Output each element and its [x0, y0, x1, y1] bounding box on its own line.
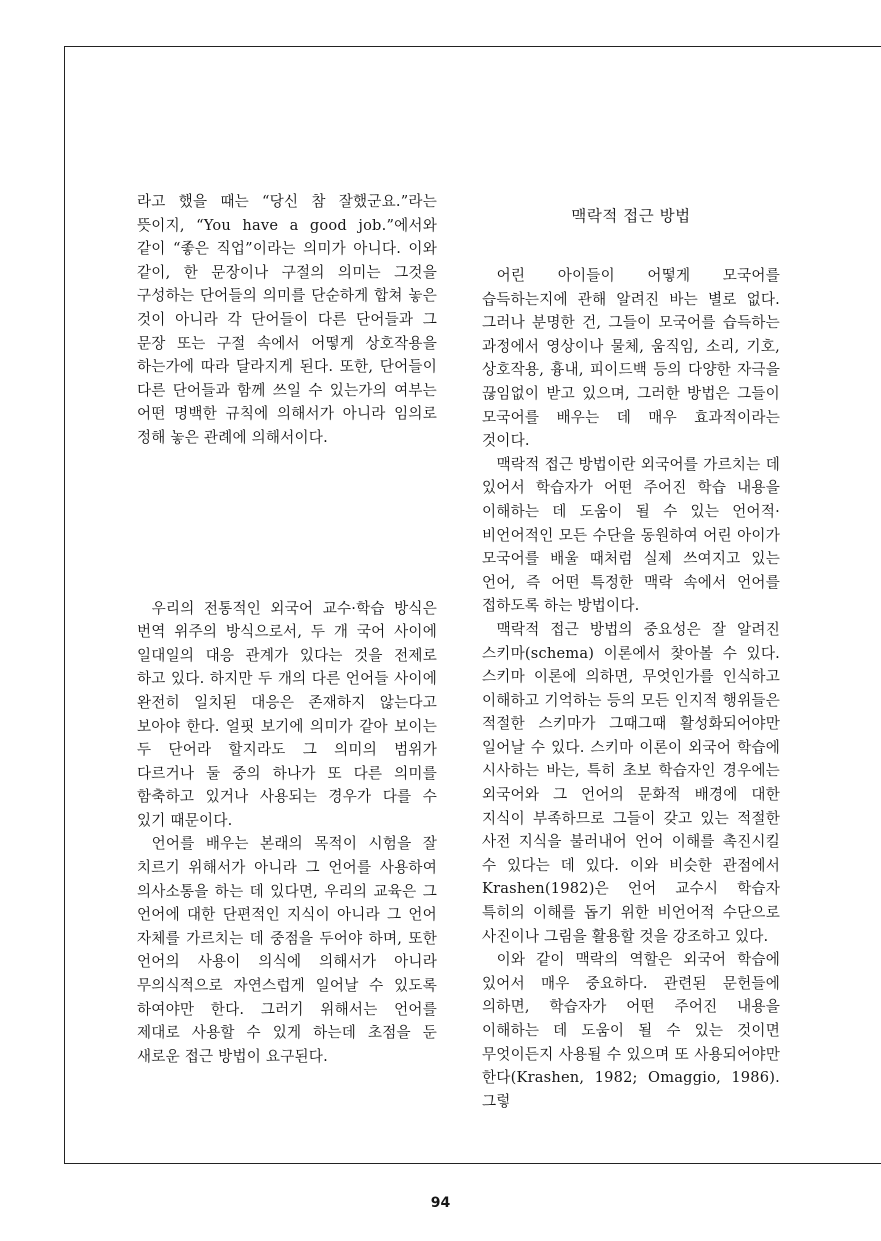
- right-paragraph-3: 맥락적 접근 방법의 중요성은 잘 알려진 스키마(schema) 이론에서 찾아볼 수 있다. 스키마 이론에 의하면, 무엇인가를 인식하고 이해하고 기억하는 등의 모든 인지적 행위들은 적절한 스키마가 그때그때 활성화되어야만 일어날 수 있다. 스키마 이론이 외국어 학습에 시사하는 바는, 특히 초보 학습자인 경우에는 외국어와 그 언어의 문화적 배경에 대한 지식이 부족하므로 그들이 갖고 있는 적절한 사전 지식을 불러내어 언어 이해를 촉진시킬 수 있다는 데 있다. 이와 비슷한 관점에서 Krashen(1982)은 언어 교수시 학습자 특히의 이해를 돕기 위한 비언어적 수단으로 사진이나 그림을 활용할 것을 강조하고 있다.: [482, 620, 780, 945]
- right-paragraph-2: 맥락적 접근 방법이란 외국어를 가르치는 데 있어서 학습자가 어떤 주어진 학습 내용을 이해하는 데 도움이 될 수 있는 언어적·비언어적인 모든 수단을 동원하여 어린 아이가 모국어를 배울 때처럼 실제 쓰여지고 있는 언어, 즉 어떤 특정한 맥락 속에서 언어를 접하도록 하는 방법이다.: [482, 455, 780, 615]
- left-border-rule: [64, 46, 65, 1163]
- top-border-rule: [64, 46, 881, 47]
- left-paragraph-3: 언어를 배우는 본래의 목적이 시험을 잘 치르기 위해서가 아니라 그 언어를 사용하여 의사소통을 하는 데 있다면, 우리의 교육은 그 언어에 대한 단편적인 지식이 아니라 그 언어 자체를 가르치는 데 중점을 두어야 하며, 또한 언어의 사용이 의식에 의해서가 아니라 무의식적으로 자연스럽게 일어날 수 있도록 하여야만 한다. 그러기 위해서는 언어를 제대로 사용할 수 있게 하는데 초점을 둔 새로운 접근 방법이 요구된다.: [137, 835, 437, 1065]
- section-heading: 맥락적 접근 방법: [571, 207, 691, 225]
- left-paragraph-1: 라고 했을 때는 “당신 참 잘했군요.”라는 뜻이지, “You have a good job.”에서와 같이 “좋은 직업”이라는 의미가 아니다. 이와 같이, 한 문장이나 구절의 의미는 그것을 구성하는 단어들의 의미를 단순하게 합쳐 놓은 것이 아니라 각 단어들이 다른 단어들과 그 문장 또는 구절 속에서 어떻게 상호작용을 하는가에 따라 달라지게 된다. 또한, 단어들이 다른 단어들과 함께 쓰일 수 있는가의 여부는 어떤 명백한 규칙에 의해서가 아니라 임의로 정해 놓은 관례에 의해서이다.: [137, 193, 437, 446]
- right-paragraph-1: 어린 아이들이 어떻게 모국어를 습득하는지에 관해 알려진 바는 별로 없다. 그러나 분명한 건, 그들이 모국어를 습득하는 과정에서 영상이나 물체, 움직임, 소리, 기호, 상호작용, 흉내, 피이드백 등의 다양한 자극을 끊임없이 받고 있으며, 그러한 방법은 그들이 모국어를 배우는 데 매우 효과적이라는 것이다.: [482, 267, 780, 450]
- page-number: 94: [430, 1195, 451, 1211]
- right-text-column: [482, 204, 780, 1113]
- left-text-column: [137, 190, 437, 1068]
- right-paragraph-4: 이와 같이 맥락의 역할은 외국어 학습에 있어서 매우 중요하다. 관련된 문헌들에 의하면, 학습자가 어떤 주어진 내용을 이해하는 데 도움이 될 수 있는 것이면 무엇이든지 사용될 수 있으며 또 사용되어야만 한다(Krashen, 1982; Omaggio, 1986). 그렇: [482, 951, 780, 1110]
- bottom-border-rule: [64, 1163, 881, 1164]
- left-paragraph-2: 우리의 전통적인 외국어 교수·학습 방식은 번역 위주의 방식으로서, 두 개 국어 사이에 일대일의 대응 관계가 있다는 것을 전제로 하고 있다. 하지만 두 개의 다른 언어들 사이에 완전히 일치된 대응은 존재하지 않는다고 보아야 한다. 얼핏 보기에 의미가 같아 보이는 두 단어라 할지라도 그 의미의 범위가 다르거나 둘 중의 하나가 또 다른 의미를 함축하고 있거나 사용되는 경우가 다를 수 있기 때문이다.: [137, 599, 437, 829]
